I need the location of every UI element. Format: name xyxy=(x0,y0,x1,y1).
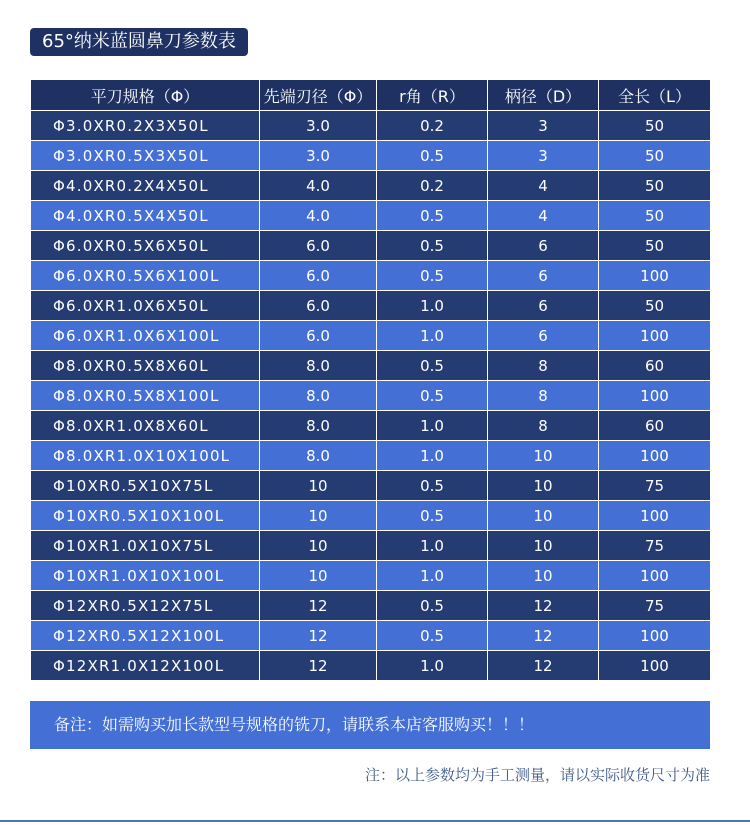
cell-overall-length: 100 xyxy=(599,651,711,681)
table-row xyxy=(31,261,711,291)
cell-overall-length: 60 xyxy=(599,351,711,381)
cell-tip-diameter: 10 xyxy=(260,501,377,531)
cell-spec: Φ6.0XR1.0X6X100L xyxy=(31,321,260,351)
cell-corner-radius: 1.0 xyxy=(377,291,488,321)
cell-spec: Φ4.0XR0.5X4X50L xyxy=(31,201,260,231)
cell-shank-diameter: 4 xyxy=(488,171,599,201)
table-row xyxy=(31,381,711,411)
cell-spec: Φ10XR0.5X10X100L xyxy=(31,501,260,531)
cell-overall-length: 60 xyxy=(599,411,711,441)
cell-overall-length: 100 xyxy=(599,381,711,411)
cell-spec: Φ10XR1.0X10X100L xyxy=(31,561,260,591)
cell-tip-diameter: 3.0 xyxy=(260,141,377,171)
cell-overall-length: 75 xyxy=(599,471,711,501)
table-row xyxy=(31,531,711,561)
cell-corner-radius: 0.5 xyxy=(377,471,488,501)
table-row xyxy=(31,591,711,621)
cell-corner-radius: 1.0 xyxy=(377,651,488,681)
cell-tip-diameter: 8.0 xyxy=(260,441,377,471)
cell-shank-diameter: 6 xyxy=(488,291,599,321)
bottom-divider xyxy=(0,820,750,822)
cell-tip-diameter: 10 xyxy=(260,531,377,561)
table-row xyxy=(31,411,711,441)
table-row xyxy=(31,111,711,141)
cell-spec: Φ12XR0.5X12X75L xyxy=(31,591,260,621)
cell-tip-diameter: 12 xyxy=(260,621,377,651)
table-row xyxy=(31,321,711,351)
parameter-table xyxy=(30,79,711,681)
cell-corner-radius: 0.5 xyxy=(377,141,488,171)
cell-shank-diameter: 6 xyxy=(488,261,599,291)
cell-corner-radius: 0.2 xyxy=(377,171,488,201)
cell-shank-diameter: 6 xyxy=(488,321,599,351)
cell-spec: Φ12XR0.5X12X100L xyxy=(31,621,260,651)
cell-shank-diameter: 10 xyxy=(488,561,599,591)
cell-overall-length: 50 xyxy=(599,171,711,201)
cell-spec: Φ3.0XR0.5X3X50L xyxy=(31,141,260,171)
cell-corner-radius: 1.0 xyxy=(377,321,488,351)
cell-tip-diameter: 12 xyxy=(260,651,377,681)
cell-tip-diameter: 4.0 xyxy=(260,171,377,201)
cell-shank-diameter: 12 xyxy=(488,591,599,621)
table-row xyxy=(31,471,711,501)
cell-tip-diameter: 10 xyxy=(260,471,377,501)
cell-tip-diameter: 6.0 xyxy=(260,231,377,261)
measurement-footnote: 注：以上参数均为手工测量，请以实际收货尺寸为准 xyxy=(364,766,710,784)
cell-overall-length: 75 xyxy=(599,531,711,561)
cell-shank-diameter: 3 xyxy=(488,111,599,141)
cell-tip-diameter: 6.0 xyxy=(260,261,377,291)
table-row xyxy=(31,201,711,231)
cell-spec: Φ10XR0.5X10X75L xyxy=(31,471,260,501)
cell-spec: Φ4.0XR0.2X4X50L xyxy=(31,171,260,201)
table-row xyxy=(31,291,711,321)
cell-overall-length: 50 xyxy=(599,111,711,141)
cell-spec: Φ12XR1.0X12X100L xyxy=(31,651,260,681)
cell-shank-diameter: 4 xyxy=(488,201,599,231)
cell-shank-diameter: 8 xyxy=(488,351,599,381)
cell-overall-length: 75 xyxy=(599,591,711,621)
cell-corner-radius: 1.0 xyxy=(377,441,488,471)
cell-overall-length: 100 xyxy=(599,321,711,351)
cell-corner-radius: 1.0 xyxy=(377,561,488,591)
purchase-note: 备注：如需购买加长款型号规格的铣刀，请联系本店客服购买！！！ xyxy=(30,701,710,749)
column-header-corner-radius: r角（R） xyxy=(377,80,488,111)
cell-tip-diameter: 8.0 xyxy=(260,351,377,381)
cell-corner-radius: 0.5 xyxy=(377,501,488,531)
table-title: 65°纳米蓝圆鼻刀参数表 xyxy=(30,28,248,56)
table-row xyxy=(31,231,711,261)
cell-tip-diameter: 12 xyxy=(260,591,377,621)
table-row xyxy=(31,171,711,201)
cell-tip-diameter: 3.0 xyxy=(260,111,377,141)
cell-shank-diameter: 8 xyxy=(488,381,599,411)
cell-corner-radius: 0.5 xyxy=(377,621,488,651)
cell-overall-length: 100 xyxy=(599,621,711,651)
cell-corner-radius: 1.0 xyxy=(377,531,488,561)
cell-shank-diameter: 8 xyxy=(488,411,599,441)
table-header-row xyxy=(31,80,711,111)
cell-tip-diameter: 8.0 xyxy=(260,381,377,411)
table-row xyxy=(31,501,711,531)
cell-tip-diameter: 4.0 xyxy=(260,201,377,231)
cell-shank-diameter: 10 xyxy=(488,441,599,471)
column-header-shank-diameter: 柄径（D） xyxy=(488,80,599,111)
cell-corner-radius: 0.2 xyxy=(377,111,488,141)
cell-corner-radius: 0.5 xyxy=(377,381,488,411)
cell-spec: Φ3.0XR0.2X3X50L xyxy=(31,111,260,141)
table-row xyxy=(31,561,711,591)
cell-overall-length: 100 xyxy=(599,501,711,531)
cell-corner-radius: 0.5 xyxy=(377,231,488,261)
cell-corner-radius: 0.5 xyxy=(377,591,488,621)
cell-overall-length: 100 xyxy=(599,441,711,471)
cell-tip-diameter: 6.0 xyxy=(260,291,377,321)
cell-spec: Φ8.0XR1.0X10X100L xyxy=(31,441,260,471)
cell-shank-diameter: 6 xyxy=(488,231,599,261)
table-row xyxy=(31,351,711,381)
cell-overall-length: 100 xyxy=(599,561,711,591)
cell-shank-diameter: 12 xyxy=(488,621,599,651)
cell-shank-diameter: 10 xyxy=(488,501,599,531)
table-row xyxy=(31,651,711,681)
cell-overall-length: 50 xyxy=(599,201,711,231)
table-row xyxy=(31,141,711,171)
cell-shank-diameter: 12 xyxy=(488,651,599,681)
cell-overall-length: 50 xyxy=(599,141,711,171)
cell-spec: Φ10XR1.0X10X75L xyxy=(31,531,260,561)
table-row xyxy=(31,441,711,471)
cell-spec: Φ6.0XR0.5X6X100L xyxy=(31,261,260,291)
cell-corner-radius: 0.5 xyxy=(377,261,488,291)
cell-tip-diameter: 10 xyxy=(260,561,377,591)
cell-overall-length: 50 xyxy=(599,291,711,321)
cell-corner-radius: 0.5 xyxy=(377,351,488,381)
table-row xyxy=(31,621,711,651)
column-header-tip-diameter: 先端刃径（Φ） xyxy=(260,80,377,111)
cell-tip-diameter: 6.0 xyxy=(260,321,377,351)
cell-tip-diameter: 8.0 xyxy=(260,411,377,441)
table-body xyxy=(31,111,711,681)
cell-spec: Φ6.0XR1.0X6X50L xyxy=(31,291,260,321)
cell-shank-diameter: 10 xyxy=(488,471,599,501)
cell-spec: Φ8.0XR0.5X8X100L xyxy=(31,381,260,411)
cell-overall-length: 100 xyxy=(599,261,711,291)
cell-spec: Φ8.0XR1.0X8X60L xyxy=(31,411,260,441)
cell-spec: Φ8.0XR0.5X8X60L xyxy=(31,351,260,381)
column-header-overall-length: 全长（L） xyxy=(599,80,711,111)
cell-corner-radius: 1.0 xyxy=(377,411,488,441)
cell-overall-length: 50 xyxy=(599,231,711,261)
column-header-spec: 平刀规格（Φ） xyxy=(31,80,260,111)
cell-corner-radius: 0.5 xyxy=(377,201,488,231)
cell-spec: Φ6.0XR0.5X6X50L xyxy=(31,231,260,261)
cell-shank-diameter: 10 xyxy=(488,531,599,561)
cell-shank-diameter: 3 xyxy=(488,141,599,171)
